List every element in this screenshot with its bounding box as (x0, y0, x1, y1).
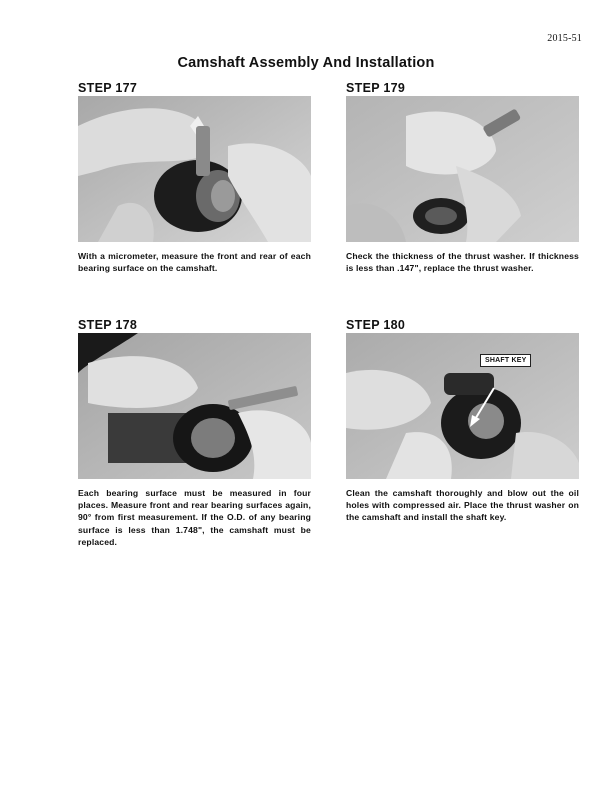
step-caption: With a micrometer, measure the front and rear of each bearing surface on the camshaft. (78, 251, 311, 274)
step-caption: Check the thickness of the thrust washer. If thickness is less than .147", replace the thrust washer. (346, 251, 579, 274)
step-caption: Clean the camshaft thoroughly and blow out the oil holes with compressed air. Place the thrust washer on the camshaft and install the shaft key. (346, 488, 579, 523)
page-title: Camshaft Assembly And Installation (177, 55, 435, 71)
step-179 (346, 81, 579, 274)
step-caption: Each bearing surface must be measured in four places. Measure front and rear bearing surfaces again, 90° from first measurement. If the O.D. of any bearing surface is less than 1.748", the camshaft must be replaced. (78, 488, 311, 547)
step-label: STEP 177 (78, 81, 138, 95)
step-180 (346, 318, 579, 524)
step-178-photo (78, 333, 311, 479)
step-178 (78, 318, 311, 548)
step-177-photo (78, 96, 311, 242)
shaft-key-callout: SHAFT KEY (480, 354, 531, 367)
step-180-photo (346, 333, 579, 479)
step-label: STEP 180 (346, 318, 406, 332)
page-number: 2015-51 (547, 33, 582, 44)
step-label: STEP 179 (346, 81, 406, 95)
step-179-photo (346, 96, 579, 242)
step-177 (78, 81, 311, 274)
step-label: STEP 178 (78, 318, 138, 332)
